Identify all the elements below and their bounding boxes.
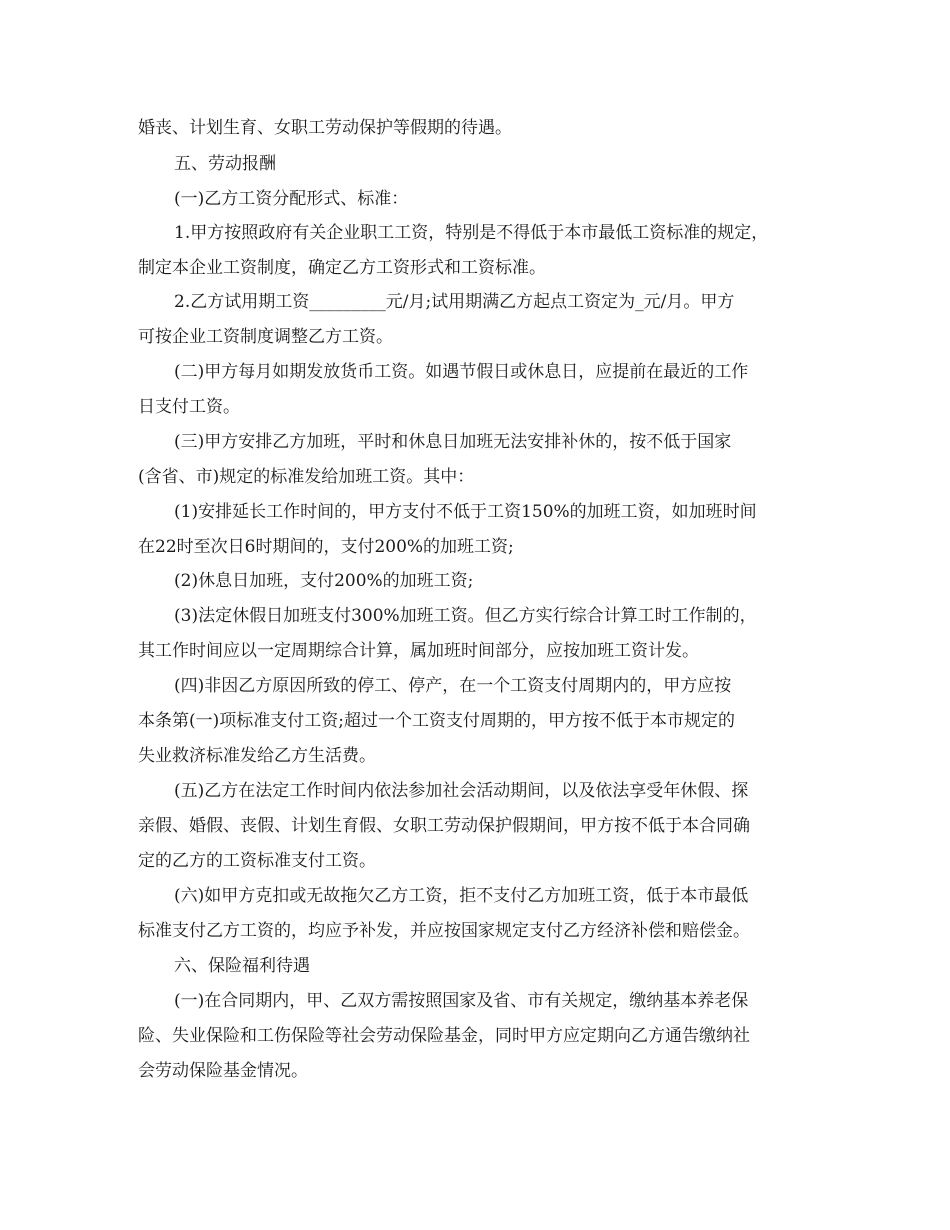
text-line: 标准支付乙方工资的，均应予补发，并应按国家规定支付乙方经济补偿和赔偿金。 [138,921,750,941]
text-line: 2.乙方试用期工资_________元/月;试用期满乙方起点工资定为_元/月。甲方 [174,292,735,312]
text-line: (六)如甲方克扣或无故拖欠乙方工资，拒不支付乙方加班工资，低于本市最低 [174,886,749,906]
text-line: 婚丧、计划生育、女职工劳动保护等假期的待遇。 [138,118,512,138]
text-line: (四)非因乙方原因所致的停工、停产，在一个工资支付周期内的，甲方应按 [174,676,732,696]
text-line: (2)休息日加班，支付200%的加班工资; [174,571,474,591]
section-heading: 五、劳动报酬 [174,154,276,174]
text-line: 本条第(一)项标准支付工资;超过一个工资支付周期的，甲方按不低于本市规定的 [138,711,735,731]
text-line: (一)乙方工资分配形式、标准： [174,189,409,209]
text-line: (含省、市)规定的标准发给加班工资。其中： [138,467,475,487]
text-line: (二)甲方每月如期发放货币工资。如遇节假日或休息日，应提前在最近的工作 [174,362,749,382]
text-line: (3)法定休假日加班支付300%加班工资。但乙方实行综合计算工时工作制的， [174,606,757,626]
text-line: 在22时至次日6时期间的，支付200%的加班工资; [138,537,514,557]
text-line: 日支付工资。 [138,397,240,417]
text-line: 1.甲方按照政府有关企业职工工资，特别是不得低于本市最低工资标准的规定， [174,223,769,243]
text-line: (三)甲方安排乙方加班，平时和休息日加班无法安排补休的，按不低于国家 [174,432,732,452]
text-line: 险、失业保险和工伤保险等社会劳动保险基金，同时甲方应定期向乙方通告缴纳社 [138,1026,750,1046]
section-heading: 六、保险福利待遇 [174,956,310,976]
text-line: 其工作时间应以一定周期综合计算，属加班时间部分，应按加班工资计发。 [138,641,699,661]
text-line: (1)安排延长工作时间的，甲方支付不低于工资150%的加班工资，如加班时间 [174,502,757,522]
text-line: (五)乙方在法定工作时间内依法参加社会活动期间，以及依法享受年休假、探 [174,781,749,801]
text-line: 会劳动保险基金情况。 [138,1061,308,1081]
text-line: 定的乙方的工资标准支付工资。 [138,851,376,871]
text-line: 制定本企业工资制度，确定乙方工资形式和工资标准。 [138,258,546,278]
text-line: 失业救济标准发给乙方生活费。 [138,746,376,766]
text-line: 可按企业工资制度调整乙方工资。 [138,327,393,347]
text-line: (一)在合同期内，甲、乙双方需按照国家及省、市有关规定，缴纳基本养老保 [174,991,749,1011]
text-line: 亲假、婚假、丧假、计划生育假、女职工劳动保护假期间，甲方按不低于本合同确 [138,816,750,836]
